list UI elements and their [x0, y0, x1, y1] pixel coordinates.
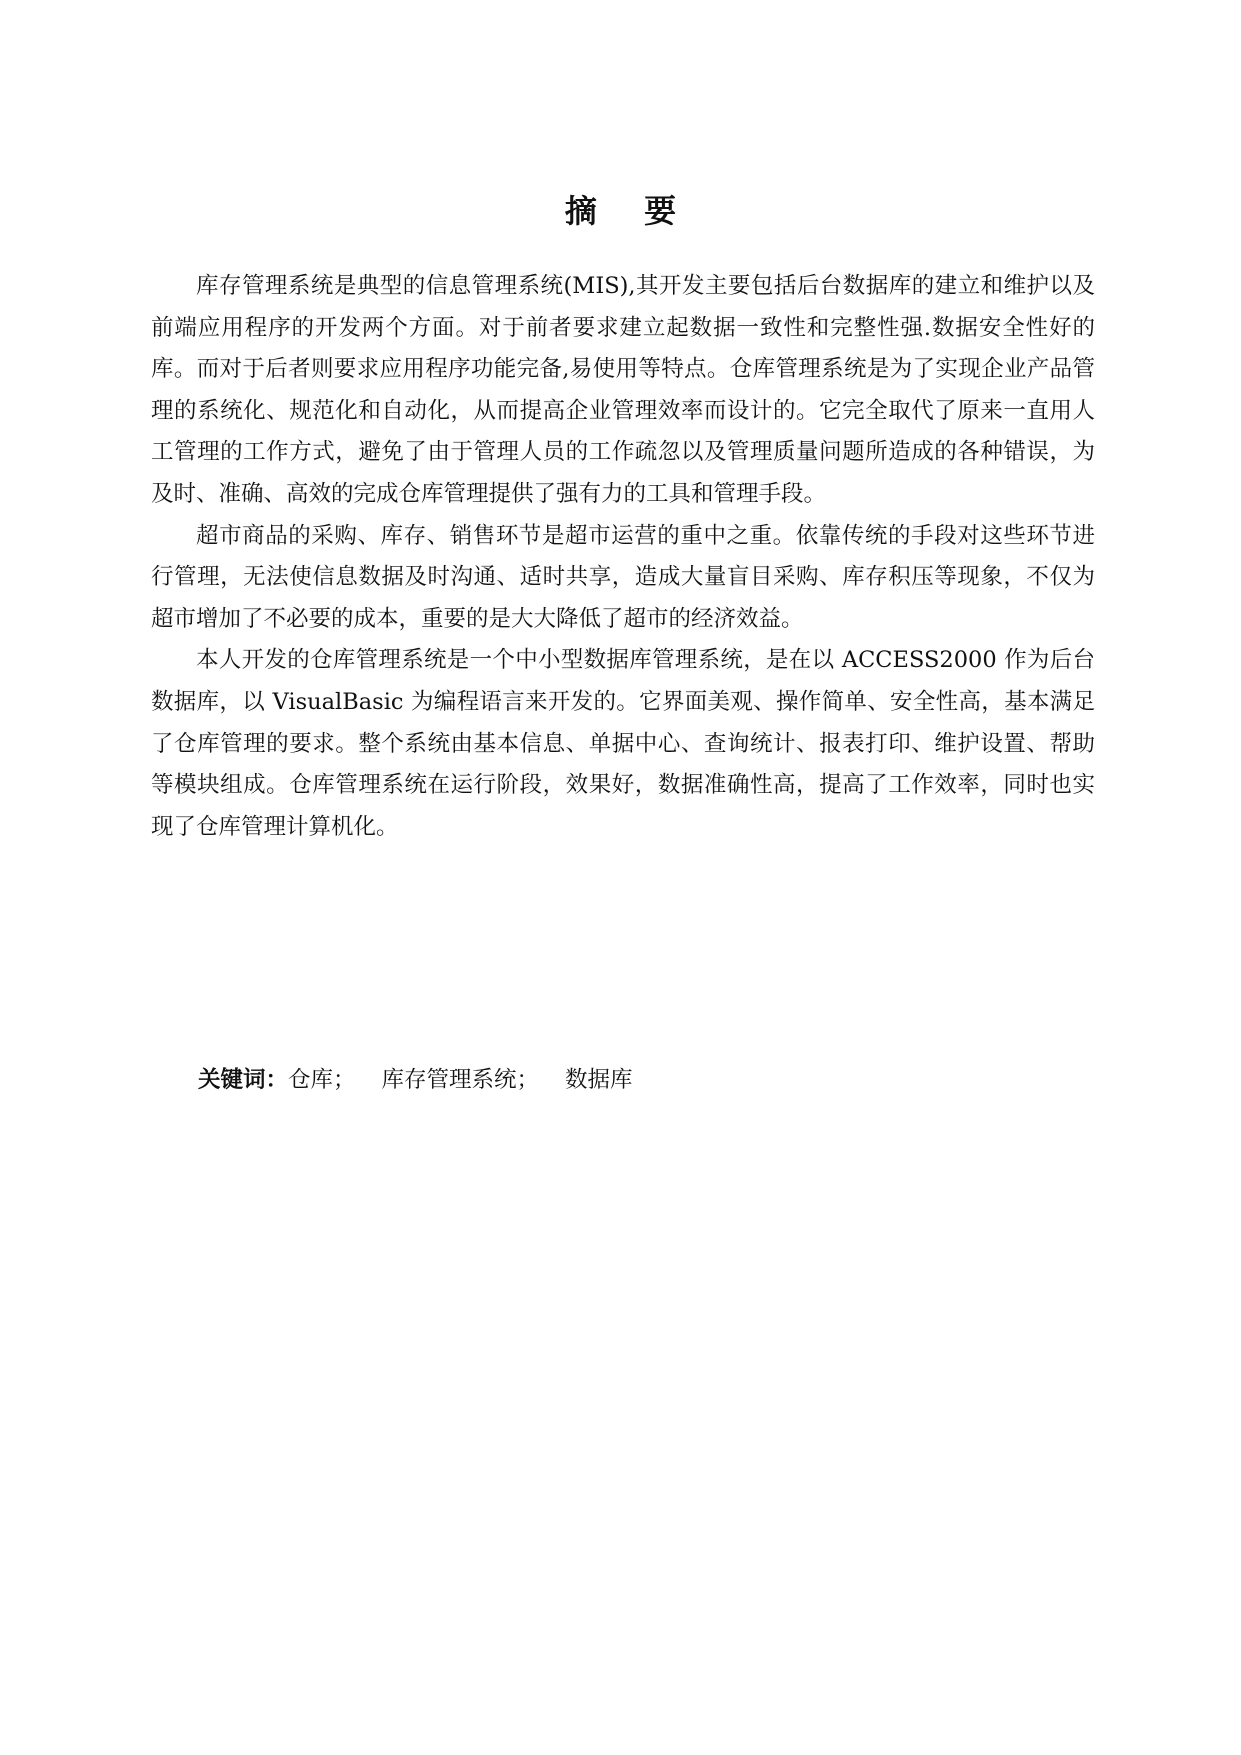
- keywords-label: 关键词：: [198, 1067, 289, 1093]
- abstract-title: 摘 要: [564, 192, 695, 230]
- keywords-line: [198, 1059, 633, 1101]
- abstract-paragraph-1: 库存管理系统是典型的信息管理系统(MIS),其开发主要包括后台数据库的建立和维护以及前端应用程序的开发两个方面。对于前者要求建立起数据一致性和完整性强.数据安全性好的库。而对于后者则要求应用程序功能完备,易使用等特点。仓库管理系统是为了实现企业产品管理的系统化、规范化和自动化，从而提高企业管理效率而设计的。它完全取代了原来一直用人工管理的工作方式，避免了由于管理人员的工作疏忽以及管理质量问题所造成的各种错误，为及时、准确、高效的完成仓库管理提供了强有力的工具和管理手段。: [151, 273, 1095, 507]
- abstract-paragraph-2: 超市商品的采购、库存、销售环节是超市运营的重中之重。依靠传统的手段对这些环节进行管理，无法使信息数据及时沟通、适时共享，造成大量盲目采购、库存积压等现象，不仅为超市增加了不必要的成本，重要的是大大降低了超市的经济效益。: [151, 522, 1095, 632]
- keyword-item: 数据库: [565, 1067, 633, 1093]
- keyword-item: 仓库；: [288, 1067, 356, 1093]
- keyword-item: 库存管理系统；: [381, 1067, 540, 1093]
- abstract-body: [151, 266, 1095, 848]
- abstract-paragraph-3: 本人开发的仓库管理系统是一个中小型数据库管理系统，是在以 ACCESS2000 作为后台数据库，以 VisualBasic 为编程语言来开发的。它界面美观、操作简单、安全性高，基本满足了仓库管理的要求。整个系统由基本信息、单据中心、查询统计、报表打印、维护设置、帮助等模块组成。仓库管理系统在运行阶段，效果好，数据准确性高，提高了工作效率，同时也实现了仓库管理计算机化。: [151, 647, 1095, 840]
